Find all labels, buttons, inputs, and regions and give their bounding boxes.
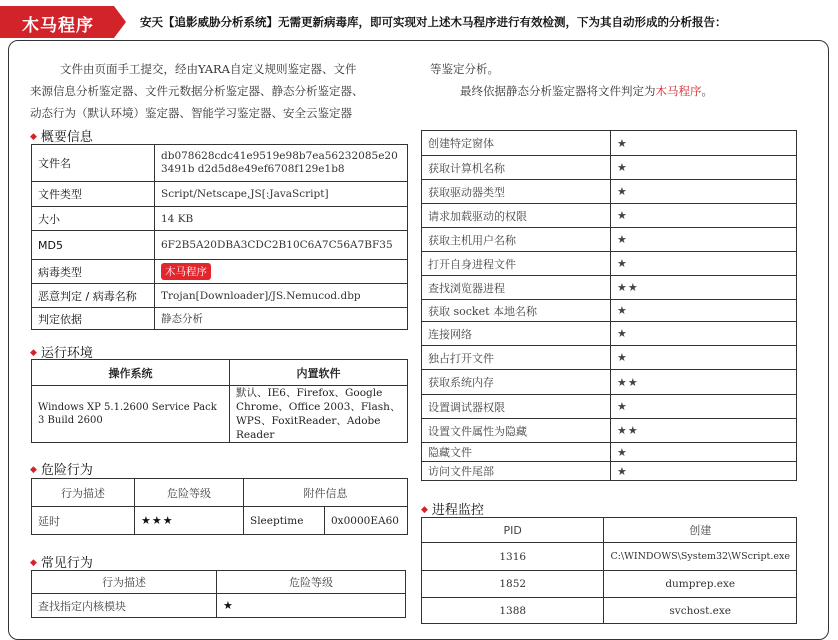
pid-cell: 1852 [422,571,604,598]
intro-right-line-1: 等鉴定分析。 [430,62,499,76]
behavior-desc: 获取 socket 本地名称 [422,300,611,322]
common-table [31,570,406,618]
col-header: 附件信息 [244,479,408,507]
table-row [422,462,797,481]
table-row [422,370,797,395]
common-level: ★ [217,594,406,618]
table-row [422,571,797,598]
behavior-level: ★ [611,180,797,204]
behavior-desc: 设置调试器权限 [422,395,611,419]
header-tag-label: 木马程序 [22,16,94,36]
pid-cell: 1316 [422,543,604,571]
table-row [32,507,408,535]
behavior-desc: 连接网络 [422,322,611,346]
env-title-text: 运行环境 [40,346,93,361]
row-value: 6F2B5A20DBA3CDC2B10C6A7C56A7BF35 [155,231,408,260]
process-table [421,517,797,624]
row-key: MD5 [32,231,155,260]
danger-info-value: 0x0000EA60 [325,507,408,535]
row-value: 静态分析 [155,308,408,330]
path-cell: dumprep.exe [604,571,797,598]
table-row [422,300,797,322]
diamond-icon: ◆ [30,348,37,358]
intro-left [30,58,415,124]
table-row [32,479,408,507]
section-process-title [421,499,484,518]
behavior-level: ★ [611,346,797,370]
behavior-level: ★ [611,300,797,322]
table-row [422,252,797,276]
behavior-level: ★ [611,252,797,276]
table-row [422,322,797,346]
behavior-level: ★ [611,462,797,481]
common-desc: 查找指定内核模块 [32,594,217,618]
behavior-desc: 隐藏文件 [422,443,611,462]
intro-line-3: 动态行为（默认环境）鉴定器、智能学习鉴定器、安全云鉴定器 [30,106,352,120]
section-common-title [30,552,93,571]
table-row [422,598,797,624]
behavior-level: ★ [611,131,797,156]
virus-type-badge: 木马程序 [161,263,211,280]
table-row [32,594,406,618]
header-description: 安天【追影威胁分析系统】无需更新病毒库，即可实现对上述木马程序进行有效检测，下为其自动形成的分析报告： [140,15,727,29]
process-title-text: 进程监控 [431,503,484,518]
behavior-desc: 打开自身进程文件 [422,252,611,276]
danger-level: ★★★ [135,507,244,535]
verdict-prefix: 最终依据静态分析鉴定器将文件判定为 [460,84,656,98]
table-row [422,419,797,443]
table-row [422,395,797,419]
table-row [32,571,406,594]
os-cell: Windows XP 5.1.2600 Service Pack 3 Build 2600 [32,386,230,443]
row-value [155,260,408,284]
behavior-desc: 请求加载驱动的权限 [422,204,611,228]
table-row [32,145,408,182]
col-header: 内置软件 [230,360,408,386]
table-row [32,360,408,386]
row-key: 恶意判定 / 病毒名称 [32,284,155,308]
behavior-desc: 获取主机用户名称 [422,228,611,252]
diamond-icon: ◆ [30,558,37,568]
behavior-level: ★ [611,443,797,462]
danger-table [31,478,408,535]
table-row [422,276,797,300]
behavior-level: ★ [611,156,797,180]
table-row [422,518,797,543]
table-row [422,204,797,228]
table-row [32,207,408,231]
table-row [32,260,408,284]
path-cell: svchost.exe [604,598,797,624]
danger-info-key: Sleeptime [244,507,325,535]
row-value: Script/Netscape,JS[:JavaScript] [155,182,408,207]
behavior-desc: 获取计算机名称 [422,156,611,180]
diamond-icon: ◆ [421,505,428,515]
row-key: 病毒类型 [32,260,155,284]
behavior-desc: 设置文件属性为隐藏 [422,419,611,443]
table-row [32,182,408,207]
table-row [422,543,797,571]
col-header: PID [422,518,604,543]
col-header: 创建 [604,518,797,543]
overview-title-text: 概要信息 [40,130,93,145]
intro-right [430,58,820,102]
behavior-level: ★ [611,322,797,346]
behavior-desc: 获取系统内存 [422,370,611,395]
behavior-desc: 创建特定窗体 [422,131,611,156]
col-header: 行为描述 [32,571,217,594]
table-row [422,443,797,462]
section-overview-title [30,126,93,145]
danger-desc: 延时 [32,507,135,535]
diamond-icon: ◆ [30,465,37,475]
table-row [422,180,797,204]
table-row [422,228,797,252]
behavior-level: ★ [611,228,797,252]
common-title-text: 常见行为 [40,556,93,571]
col-header: 危险等级 [217,571,406,594]
row-key: 判定依据 [32,308,155,330]
behavior-level: ★★ [611,419,797,443]
section-danger-title [30,459,93,478]
row-key: 文件名 [32,145,155,182]
software-cell: 默认、IE6、Firefox、Google Chrome、Office 2003、Flash、WPS、FoxitReader、Adobe Reader [230,386,408,443]
table-row [422,346,797,370]
table-row [422,156,797,180]
behavior-desc: 访问文件尾部 [422,462,611,481]
behavior-level: ★★ [611,276,797,300]
intro-line-2: 来源信息分析鉴定器、文件元数据分析鉴定器、静态分析鉴定器、 [30,84,364,98]
table-row [32,231,408,260]
table-row [32,386,408,443]
behavior-table [421,130,797,481]
behavior-desc: 获取驱动器类型 [422,180,611,204]
pid-cell: 1388 [422,598,604,624]
table-row [32,308,408,330]
behavior-desc: 查找浏览器进程 [422,276,611,300]
verdict-suffix: 。 [701,84,713,98]
behavior-level: ★ [611,204,797,228]
col-header: 危险等级 [135,479,244,507]
overview-table [31,144,408,330]
diamond-icon: ◆ [30,132,37,142]
row-key: 大小 [32,207,155,231]
danger-title-text: 危险行为 [40,463,93,478]
behavior-desc: 独占打开文件 [422,346,611,370]
behavior-level: ★ [611,395,797,419]
behavior-level: ★★ [611,370,797,395]
col-header: 行为描述 [32,479,135,507]
env-table [31,359,408,443]
row-value: 14 KB [155,207,408,231]
path-cell: C:\WINDOWS\System32\WScript.exe [604,543,797,571]
row-key: 文件类型 [32,182,155,207]
col-header: 操作系统 [32,360,230,386]
row-value: Trojan[Downloader]/JS.Nemucod.dbp [155,284,408,308]
intro-line-1: 文件由页面手工提交，经由YARA自定义规则鉴定器、文件 [60,62,357,76]
intro-right-line-2 [430,80,820,102]
header-tag [0,0,128,44]
table-row [32,284,408,308]
table-row [422,131,797,156]
row-value: db078628cdc41e9519e98b7ea56232085e203491b d2d5d8e49ef6708f129e1b8 [155,145,408,182]
verdict-highlight: 木马程序 [655,84,702,98]
